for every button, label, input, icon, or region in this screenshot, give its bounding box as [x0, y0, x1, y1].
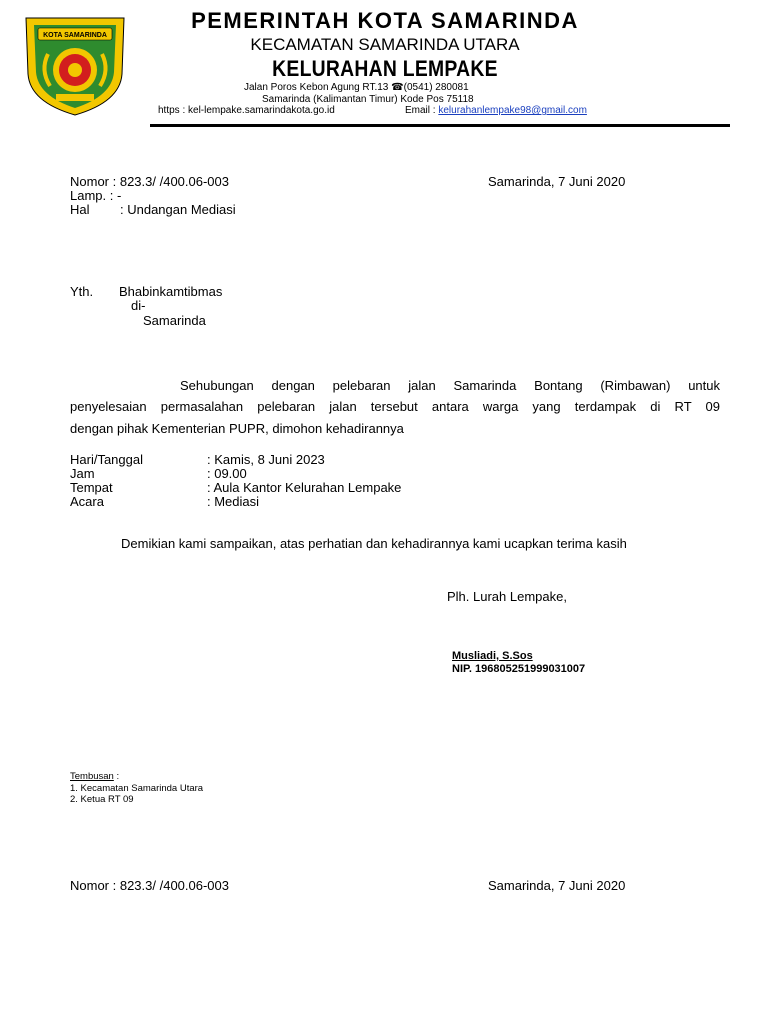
body-text-1: Sehubungan dengan pelebaran jalan Samarinda Bontang (Rimbawan) untuk: [180, 378, 720, 393]
svg-text:KOTA SAMARINDA: KOTA SAMARINDA: [43, 32, 107, 39]
body-line-3: dengan pihak Kementerian PUPR, dimohon kehadirannya: [70, 421, 404, 436]
email-label: Email :: [405, 105, 436, 116]
phone-icon: ☎: [391, 82, 404, 93]
schedule-label-time: Jam: [70, 466, 95, 481]
schedule-label-agenda: Acara: [70, 494, 104, 509]
letterhead-office: KELURAHAN LEMPAKE: [272, 56, 498, 81]
recipient-city: Samarinda: [143, 313, 206, 328]
recipient-di: di-: [131, 298, 146, 313]
recipient-yth: Yth.: [70, 284, 94, 299]
signatory-nip: NIP. 196805251999031007: [452, 663, 586, 675]
letter-subject: : Undangan Mediasi: [120, 202, 236, 217]
tembusan-colon: :: [113, 771, 120, 782]
tembusan-label: Tembusan: [70, 771, 114, 782]
address-row: [244, 82, 469, 93]
letterhead-divider: [150, 124, 730, 127]
tembusan-heading: [70, 771, 119, 782]
city-line: Samarinda (Kalimantan Timur) Kode Pos 75118: [262, 94, 474, 105]
closing-text: Demikian kami sampaikan, atas perhatian dan kehadirannya kami ucapkan terima kasih: [121, 536, 627, 551]
letter-subject-label: Hal: [70, 202, 90, 217]
letterhead-government: PEMERINTAH KOTA SAMARINDA: [191, 8, 579, 33]
body-line-2: penyelesaian permasalahan pelebaran jalan tersebut antara warga yang terdampak di RT 09: [70, 399, 720, 414]
footer-letter-number: Nomor : 823.3/ /400.06-003: [70, 878, 229, 893]
kota-samarinda-emblem: [20, 14, 130, 118]
schedule-value-agenda: : Mediasi: [207, 494, 260, 509]
letter-attachment: Lamp. : -: [70, 188, 122, 203]
schedule-value-place: : Aula Kantor Kelurahan Lempake: [207, 480, 402, 495]
website: https : kel-lempake.samarindakota.go.id: [158, 105, 335, 116]
email-link[interactable]: kelurahanlempake98@gmail.com: [438, 105, 587, 116]
schedule-value-date: : Kamis, 8 Juni 2023: [207, 452, 325, 467]
letterhead-district: KECAMATAN SAMARINDA UTARA: [250, 35, 520, 54]
phone-number: (0541) 280081: [403, 82, 469, 93]
recipient-name: Bhabinkamtibmas: [119, 284, 223, 299]
address-line: Jalan Poros Kebon Agung RT.13: [244, 82, 389, 93]
body-line-1: [70, 375, 720, 396]
schedule-label-place: Tempat: [70, 480, 113, 495]
schedule-value-time: : 09.00: [207, 466, 247, 481]
signatory-name: Musliadi, S.Sos: [452, 650, 533, 662]
letter-date: Samarinda, 7 Juni 2020: [488, 174, 626, 189]
footer-letter-date: Samarinda, 7 Juni 2020: [488, 878, 626, 893]
tembusan-item: 1. Kecamatan Samarinda Utara: [70, 783, 204, 794]
letter-number: Nomor : 823.3/ /400.06-003: [70, 174, 229, 189]
signature-title: Plh. Lurah Lempake,: [447, 589, 567, 604]
email-row: [405, 105, 587, 116]
schedule-label-date: Hari/Tanggal: [70, 452, 143, 467]
tembusan-item: 2. Ketua RT 09: [70, 794, 134, 805]
